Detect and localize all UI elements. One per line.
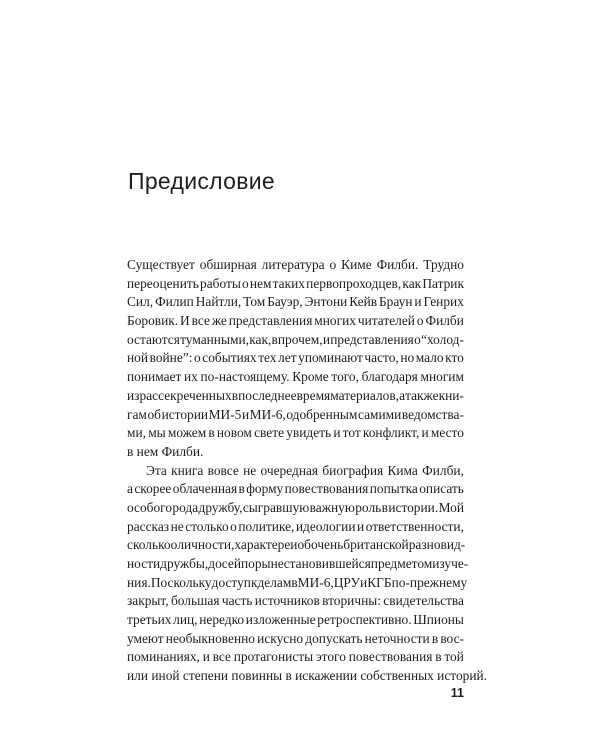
word: Кейв [349,294,378,310]
word: о [194,350,201,366]
word: истории [161,406,209,422]
word: политике, [238,518,295,534]
word: биография [322,462,384,478]
word: место [430,425,464,441]
word: многим [420,369,464,385]
text-line [127,574,468,593]
word: того, [331,369,359,385]
word: понимает [127,369,182,385]
word: описать [419,481,464,497]
word: Филби. [376,257,419,272]
word: сыгравшую [242,499,310,515]
text-line [127,555,469,574]
text-line [127,256,464,275]
word: свете [254,425,285,441]
word: рассказ [127,518,170,534]
word: источников [254,593,320,609]
word: к [250,574,258,590]
word: в [231,387,239,403]
word: тех [258,350,277,366]
word: о [230,518,237,534]
word: форму [246,481,284,497]
word: последнее [238,387,297,403]
word: в [435,649,442,665]
word: о [414,331,421,347]
word: же [211,313,227,329]
word: не [243,462,257,478]
text-line [127,387,464,406]
word: не [170,518,184,534]
word: Сил, [127,294,154,310]
word: ми, [127,425,146,441]
word: переоценить [127,275,199,291]
word: многих [314,313,356,329]
word: вовсе [207,462,239,478]
word: Киме [341,257,372,272]
text-line [127,424,464,443]
word: о [416,313,424,329]
word: важную [309,499,355,515]
word: в [431,630,439,646]
word: третьих [127,612,172,628]
word: событиях [202,350,257,366]
word: ности [127,556,161,571]
word: и [322,331,330,347]
word: из [127,387,140,403]
word: как, [249,331,272,347]
word: о [242,275,249,291]
word: Эта [146,462,167,478]
word: и [202,649,210,665]
text-line: в нем Филби. [127,443,204,459]
word: нередко [199,612,245,628]
word: сей [221,556,241,571]
word: скорее [134,481,172,497]
word: увидеть [286,425,332,441]
word: идеологии [295,518,356,534]
word: КГБ [367,574,392,590]
word: работы [200,275,241,291]
word: все [212,649,231,665]
word: “холод- [421,331,464,347]
word: поры [241,556,271,571]
word: ведомства- [401,406,464,422]
text-line [127,518,464,537]
word: о [170,537,178,553]
word: все [191,313,210,329]
word: необыкновенно [165,630,255,646]
word: личности, [177,537,235,553]
word: благодаря [361,369,418,385]
word: большая [170,593,220,609]
word: книга [171,462,204,478]
word: Кима [387,462,418,478]
word: Том [243,294,266,310]
word: и [241,406,250,422]
word: можем [167,425,207,441]
text-line [127,331,464,350]
word: изложенные [245,612,316,628]
word: повествования [284,481,369,497]
word: об [147,406,161,422]
word: кни- [438,387,464,403]
word: нем [249,275,272,291]
word: в [238,481,245,497]
word: их [183,369,198,385]
word: представления [228,313,313,329]
word: характере [234,537,291,553]
word: лет [278,350,297,366]
word: облаченная [172,481,238,497]
word: также [405,387,439,403]
word: как [402,275,422,291]
word: в [208,425,215,441]
word: ной [127,350,149,366]
word: сколько [127,537,171,553]
word: И [180,313,190,329]
word: ЦРУ [333,574,361,590]
word: в [291,574,298,590]
word: истории. [388,499,439,515]
word: мы [148,425,166,441]
word: и [333,425,341,441]
word: протагонисты [233,649,314,665]
word: Боровик. [127,313,179,329]
word: Филип [155,294,194,310]
word: литература [261,257,325,272]
word: этого [315,649,346,665]
word: представления [330,331,414,347]
word: Энтони [304,294,348,310]
word: неточности [364,630,430,646]
word: таких [272,275,305,291]
text-line [127,592,464,611]
word: и [357,518,365,534]
word: рассекреченных [139,387,232,403]
word: вторичны: [322,593,381,609]
word: часто, [364,350,399,366]
word: Поскольку [150,574,212,590]
word: Генрих [423,294,464,310]
word: закрыт, [127,593,169,609]
word: роль [355,499,382,515]
text-line [127,293,464,312]
word: рода [172,499,199,515]
word: туманными, [180,331,249,347]
word: читателей [357,313,415,329]
word: материалов, [330,387,400,403]
word: очередная [260,462,319,478]
word: и [360,574,368,590]
word: дружбы, [160,556,209,571]
word: упоминают [298,350,363,366]
word: об [297,537,311,553]
chapter-title: Предисловие [128,168,276,194]
word: Филби, [422,462,464,478]
word: не [270,556,284,571]
word: искусно [257,630,304,646]
word: Мой [438,499,464,515]
word: мало [415,350,444,366]
word: Существует [127,257,195,272]
word: изуче- [432,556,469,571]
word: ретроспективно. [317,612,412,628]
text-line [127,368,464,387]
word: кто [445,350,464,366]
word: доступ [211,574,251,590]
word: Браун [378,294,413,310]
word: но [400,350,415,366]
word: по-прежнему [391,574,468,590]
word: предметом [370,556,433,571]
word: столько [185,518,229,534]
word: МИ-6, [249,406,286,422]
word: Бауэр, [267,294,303,310]
word: вос- [440,630,464,646]
text-line [127,275,464,294]
word: часть [221,593,253,609]
word: делам [257,574,292,590]
word: разновид- [408,537,466,553]
word: а [127,481,133,497]
word: и [421,425,429,441]
word: допускать [305,630,363,646]
word: в [381,499,388,515]
body-text [127,256,488,686]
word: МИ-5 [208,406,242,422]
text-line [127,312,464,331]
word: ния. [127,574,151,590]
word: Найтли, [195,294,242,310]
word: конфликт, [362,425,420,441]
text-line [127,536,464,555]
word: войне”: [149,350,193,366]
text-line [127,349,464,368]
word: попытка [369,481,418,497]
word: лиц, [173,612,198,628]
text-line [127,480,464,499]
word: по-настоящему. [200,369,290,385]
word: Филби [425,313,464,329]
text-line [127,648,464,667]
word: впрочем, [271,331,323,347]
word: особого [127,499,173,515]
text-line [127,630,464,649]
word: Трудно [423,257,464,272]
word: Патрик [422,275,464,291]
word: о [329,257,337,272]
word: очень [310,537,344,553]
word: той [444,649,464,665]
word: одобренным [286,406,358,422]
text-line [127,406,464,425]
word: повествования [348,649,433,665]
word: умеют [127,630,164,646]
word: и [414,294,422,310]
word: становившейся [283,556,371,571]
word: первопроходцев, [306,275,402,291]
word: дружбу, [198,499,243,515]
text-line [127,611,464,630]
page-number: 11 [450,686,464,700]
text-line [127,499,464,518]
text-line [127,462,464,481]
text-line: или иной степени повинны в искажении собственных историй. [127,668,488,684]
word: остаются [127,331,180,347]
word: и [290,537,298,553]
word: МИ-6, [297,574,334,590]
word: самими [357,406,402,422]
word: а [399,387,406,403]
word: время [296,387,331,403]
word: новом [216,425,252,441]
word: обширная [199,257,257,272]
word: британской [343,537,409,553]
word: до [208,556,222,571]
word: тот [342,425,361,441]
word: ответственности, [365,518,464,534]
word: Шпионы [413,612,464,628]
word: свидетельства [383,593,464,609]
word: гам [127,406,147,422]
word: поминаниях, [127,649,200,665]
word: Кроме [292,369,329,385]
